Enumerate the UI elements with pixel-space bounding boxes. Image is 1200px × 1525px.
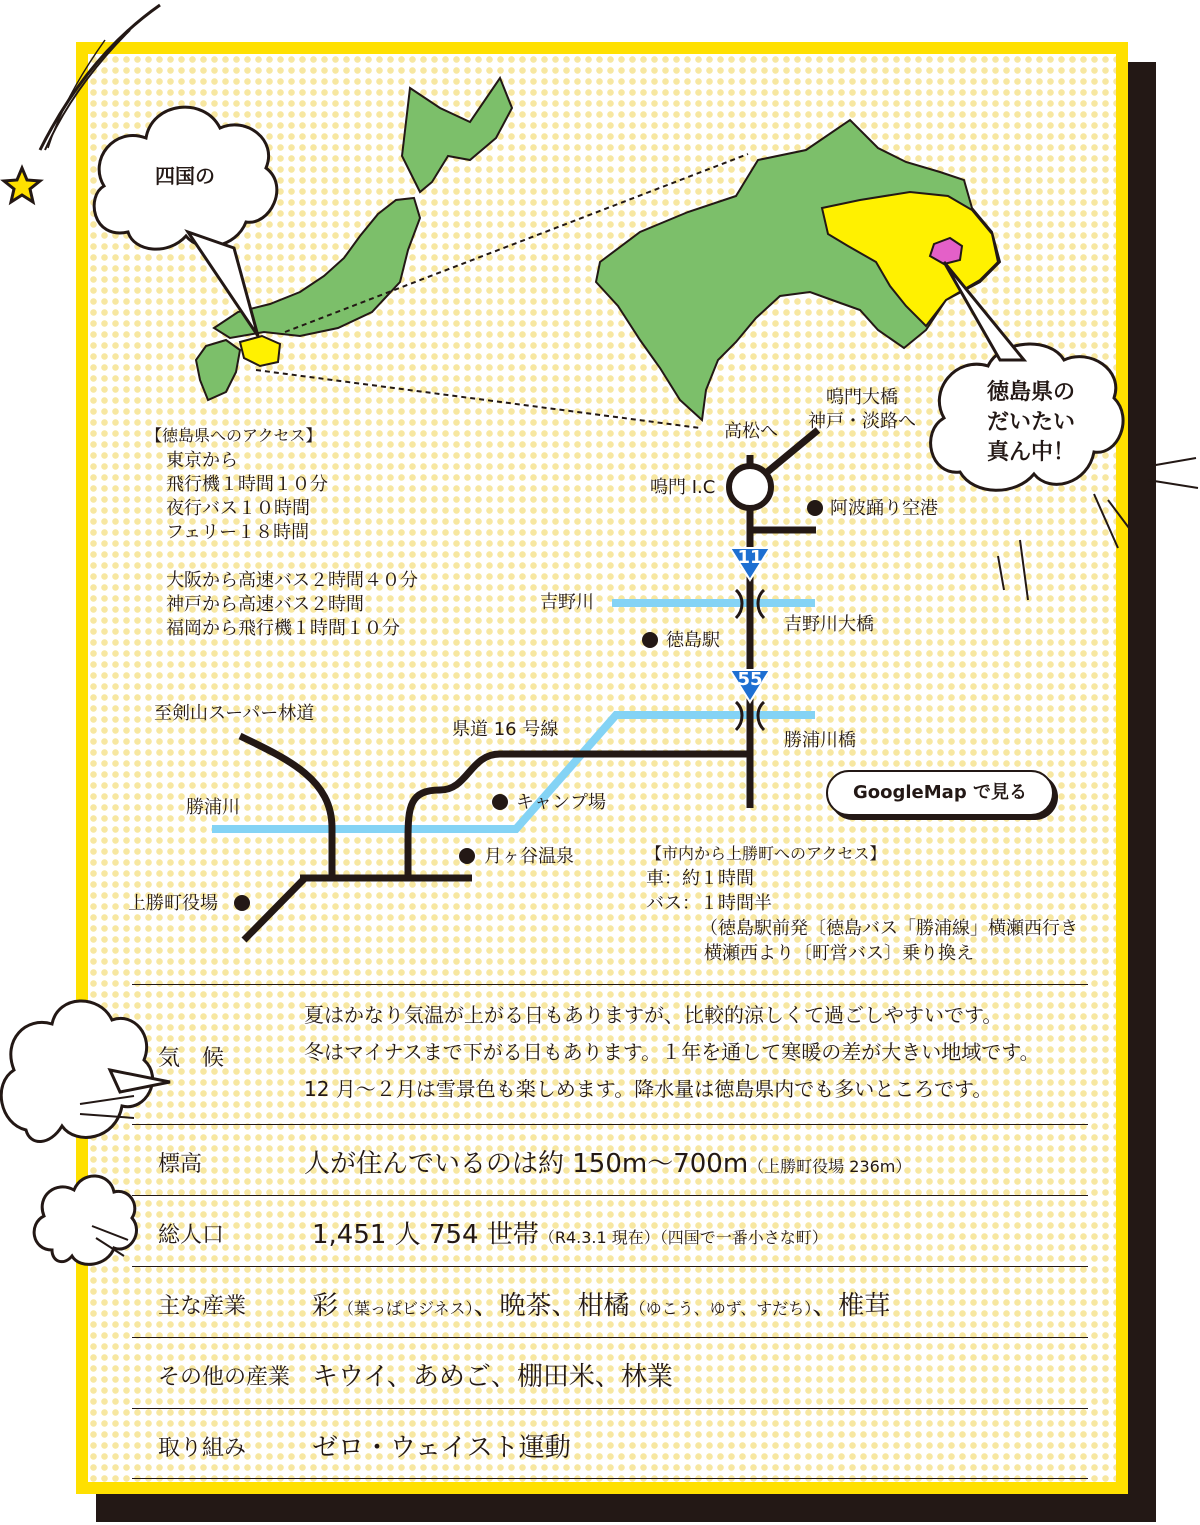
tsurugi-label: 至剣山スーパー林道	[154, 703, 315, 724]
bubble-center-line: 真ん中！	[986, 440, 1075, 465]
naruto-bridge-line: 神戸・淡路へ	[808, 411, 916, 432]
access-line: 福岡から飛行機１時間１０分	[166, 618, 400, 639]
climate-line: 12 月〜２月は雪景色も楽しめます。降水量は徳島県内でも多いところです。	[304, 1077, 993, 1101]
industry-v1: 彩	[312, 1291, 339, 1321]
climate-line: 冬はマイナスまで下がる日もあります。１年を通して寒暖の差が大きい地域です。	[304, 1040, 1040, 1064]
access-kamikatsu-title: 【市内から上勝町へのアクセス】	[646, 844, 886, 863]
naruto-bridge-line: 鳴門大橋	[826, 387, 898, 408]
yoshino-bridge-label: 吉野川大橋	[784, 614, 874, 635]
katsuura-bridge-label: 勝浦川橋	[784, 730, 856, 751]
takamatsu-label: 高松へ	[724, 421, 778, 442]
population-value	[312, 1214, 828, 1251]
table-row-initiatives	[132, 1408, 1088, 1479]
town-office-road	[244, 878, 305, 940]
other-industry-value: キウイ、あめご、棚田米、林業	[312, 1362, 673, 1392]
access-line: 神戸から高速バス２時間	[166, 594, 364, 615]
route-11-number: 11	[737, 547, 763, 568]
industry-label: 主な産業	[158, 1294, 247, 1319]
elevation-label: 標高	[158, 1152, 203, 1177]
naruto-bridge-label	[808, 386, 916, 434]
climate-value	[304, 997, 1040, 1108]
access-line: フェリー１８時間	[166, 522, 310, 543]
bubble-center-line: 徳島県の	[986, 380, 1075, 405]
table-row-elevation	[132, 1124, 1088, 1195]
population-note: （R4.3.1 現在）（四国で一番小さな町）	[538, 1228, 828, 1247]
onsen-label: 月ヶ谷温泉	[484, 846, 574, 867]
station-dot-icon	[642, 632, 658, 648]
initiatives-value: ゼロ・ウェイスト運動	[312, 1433, 571, 1463]
naruto-ic-label: 鳴門 I.C	[650, 477, 716, 498]
access-kamikatsu-detail2: 横瀬西より〔町営バス〕乗り換え	[704, 943, 974, 964]
yoshino-river-label: 吉野川	[540, 592, 594, 613]
tsurugi-road	[240, 736, 332, 878]
speech-bubble-shikoku	[94, 107, 277, 336]
airport-dot-icon	[807, 500, 823, 516]
access-kamikatsu-bus: バス：１時間半	[646, 893, 772, 914]
industry-v3: 、椎茸	[812, 1291, 891, 1321]
elevation-main: 人が住んでいるのは約 150m〜700m	[304, 1149, 749, 1179]
industry-v2: 、晩茶、柑橘	[473, 1291, 630, 1321]
camp-dot-icon	[492, 794, 508, 810]
access-line: 夜行バス１０時間	[166, 498, 310, 519]
town-office-dot-icon	[234, 895, 250, 911]
access-kamikatsu-car: 車：約１時間	[646, 868, 754, 889]
bubble-center-line: だいたい	[986, 410, 1075, 435]
population-label: 総人口	[158, 1223, 225, 1248]
access-line: 東京から	[166, 450, 238, 471]
googlemap-button[interactable]: GoogleMap で見る	[826, 770, 1054, 816]
shikoku-map-icon	[596, 120, 1000, 420]
prefectural-road-label: 県道 16 号線	[452, 719, 559, 740]
climate-line: 夏はかなり気温が上がる日もありますが、比較的涼しくて過ごしやすいです。	[304, 1003, 1003, 1027]
access-tokushima-title: 【徳島県へのアクセス】	[146, 426, 322, 445]
access-line	[166, 545, 418, 569]
population-main: 1,451 人 754 世帯	[312, 1220, 539, 1250]
industry-n1: （葉っぱビジネス）	[338, 1299, 474, 1318]
access-line: 大阪から高速バス２時間４０分	[166, 570, 418, 591]
access-kamikatsu-detail1: （徳島駅前発〔徳島バス「勝浦線」横瀬西行き	[700, 918, 1078, 939]
industry-value	[312, 1285, 890, 1322]
access-tokushima-list	[166, 449, 418, 641]
airport-label: 阿波踊り空港	[830, 498, 938, 519]
route-11-shield-icon	[728, 546, 772, 582]
initiatives-label: 取り組み	[158, 1436, 247, 1461]
route-55-shield-icon	[728, 668, 772, 704]
naruto-ic-icon	[729, 466, 771, 508]
onsen-dot-icon	[459, 848, 475, 864]
industry-n2: （ゆこう、ゆず、すだち）	[629, 1299, 813, 1318]
climate-label: 気 候	[158, 1046, 225, 1071]
cloud-puff-small-icon	[34, 1176, 136, 1264]
bubble-center-text	[966, 378, 1096, 468]
elevation-value	[304, 1143, 911, 1180]
tokushima-station-label: 徳島駅	[666, 630, 720, 651]
access-line: 飛行機１時間１０分	[166, 474, 328, 495]
camp-label: キャンプ場	[516, 792, 606, 813]
info-table	[132, 984, 1088, 1479]
bubble-shikoku-text: 四国の	[155, 164, 215, 188]
table-row-industry	[132, 1266, 1088, 1337]
elevation-note: （上勝町役場 236m）	[748, 1157, 912, 1176]
table-row-population	[132, 1195, 1088, 1266]
route-55-number: 55	[737, 669, 763, 690]
table-row-other-industry	[132, 1337, 1088, 1408]
katsuura-river-label: 勝浦川	[186, 797, 240, 818]
table-row-climate	[132, 984, 1088, 1124]
town-office-label: 上勝町役場	[128, 893, 218, 914]
other-industry-label: その他の産業	[158, 1365, 291, 1390]
